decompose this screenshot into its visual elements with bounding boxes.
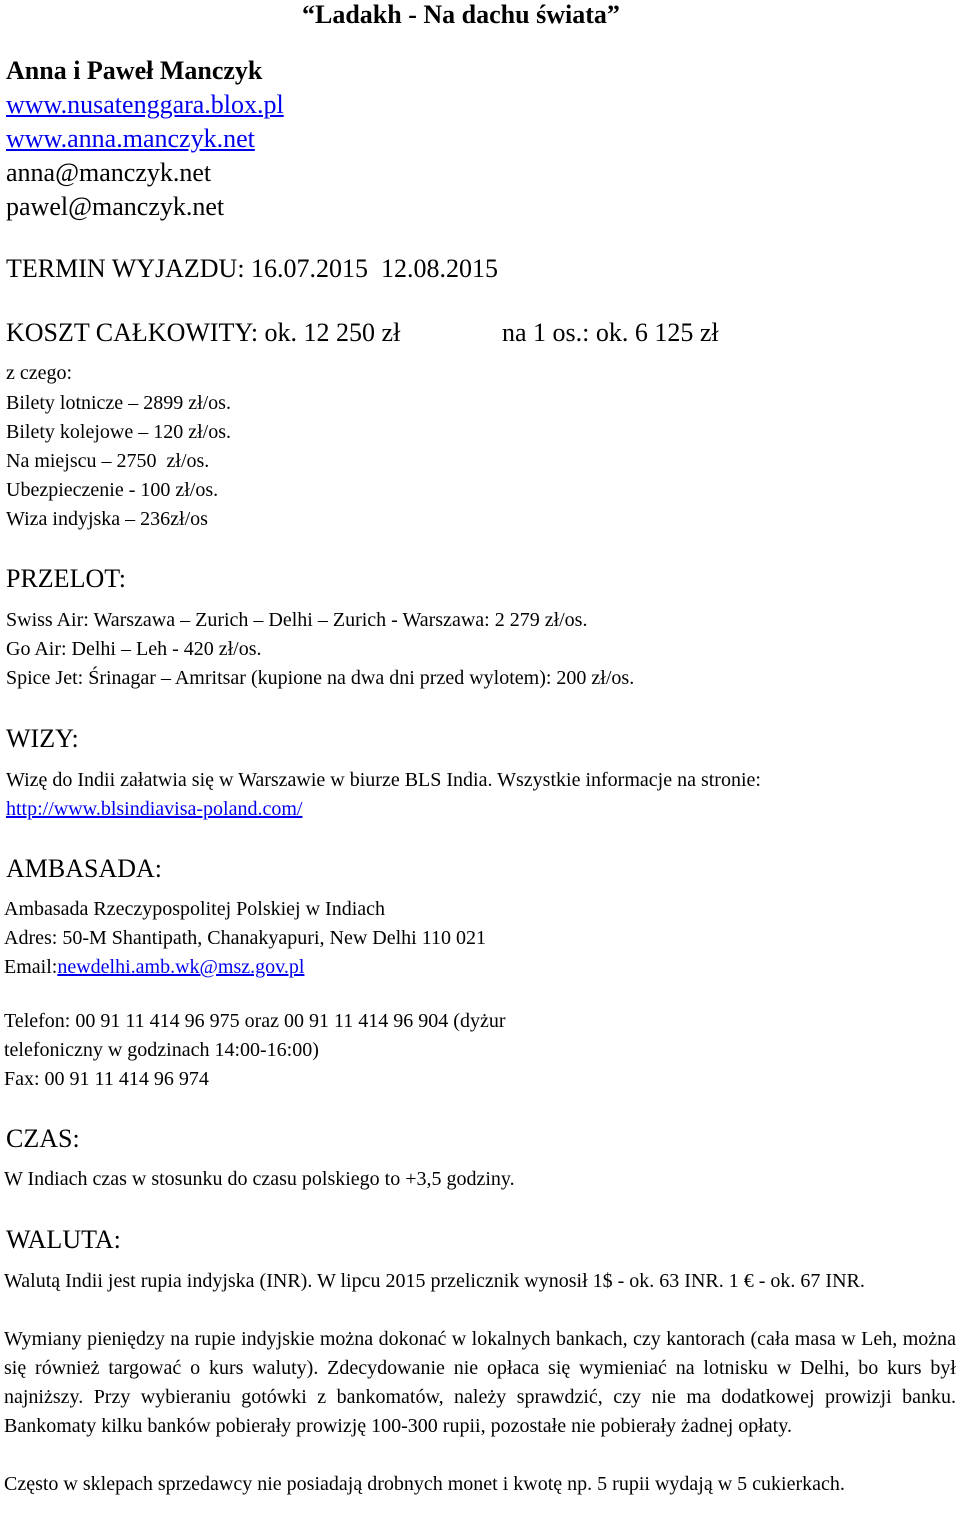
breakdown-label: z czego: [6,362,73,384]
czas-heading: CZAS: [6,1124,80,1153]
waluta-paragraph-rate: Walutą Indii jest rupia indyjska (INR). W lipcu 2015 przelicznik wynosił 1$ - ok. 63 INR. 1 € - ok. 67 INR. [4,1270,865,1292]
flight-line: Go Air: Delhi – Leh - 420 zł/os. [6,638,262,660]
koszt-per-person: na 1 os.: ok. 6 125 zł [502,318,719,347]
ambasada-phone-hours: telefoniczny w godzinach 14:00-16:00) [4,1039,319,1061]
waluta-paragraph-change: Często w sklepach sprzedawcy nie posiadają drobnych monet i kwotę np. 5 rupii wydają w 5 cukierkach. [4,1473,845,1495]
czas-text: W Indiach czas w stosunku do czasu polskiego to +3,5 godziny. [4,1168,515,1190]
przelot-heading: PRZELOT: [6,564,127,593]
koszt-calkowity: KOSZT CAŁKOWITY: ok. 12 250 zł [6,318,401,347]
wizy-text: Wizę do Indii załatwia się w Warszawie w biurze BLS India. Wszystkie informacje na stronie: [6,769,761,791]
waluta-heading: WALUTA: [6,1225,121,1254]
blog-link[interactable]: www.nusatenggara.blox.pl [6,90,284,119]
ambasada-phone: Telefon: 00 91 11 414 96 975 oraz 00 91 11 414 96 904 (dyżur [4,1010,506,1032]
website-link[interactable]: www.anna.manczyk.net [6,124,255,153]
ambasada-email-line [4,954,304,980]
ambasada-heading: AMBASADA: [6,854,163,883]
wizy-heading: WIZY: [6,724,79,753]
flight-line: Swiss Air: Warszawa – Zurich – Delhi – Zurich - Warszawa: 2 279 zł/os. [6,609,588,631]
authors-name: Anna i Paweł Manczyk [6,56,263,85]
flight-line: Spice Jet: Śrinagar – Amritsar (kupione na dwa dni przed wylotem): 200 zł/os. [6,667,635,689]
breakdown-item: Bilety kolejowe – 120 zł/os. [6,421,231,443]
breakdown-item: Wiza indyjska – 236zł/os [6,508,208,530]
waluta-paragraph-exchange: Wymiany pieniędzy na rupie indyjskie można dokonać w lokalnych bankach, czy kantorach (cała masa w Leh, można się również targować o kurs waluty). Zdecydowanie nie opłaca się wymieniać na lotnisku w Delhi, bo kurs był najniższy. Przy wybieraniu gotówki z bankomatów, należy sprawdzić, czy nie ma dodatkowej prowizji banku. Bankomaty kilku banków pobierały prowizję 100-300 rupii, pozostałe nie pobierały żadnej opłaty. [4,1328,956,1437]
ambasada-address: Adres: 50-M Shantipath, Chanakyapuri, New Delhi 110 021 [4,927,486,949]
ambasada-fax: Fax: 00 91 11 414 96 974 [4,1068,209,1090]
ambasada-name: Ambasada Rzeczypospolitej Polskiej w Indiach [4,898,386,920]
email-anna: anna@manczyk.net [6,158,212,187]
breakdown-item: Ubezpieczenie - 100 zł/os. [6,479,219,501]
embassy-email-link[interactable]: newdelhi.amb.wk@msz.gov.pl [57,956,305,978]
email-label: Email: [4,956,58,978]
breakdown-item: Na miejscu – 2750 zł/os. [6,450,210,472]
bls-visa-link[interactable]: http://www.blsindiavisa-poland.com/ [6,798,303,820]
breakdown-item: Bilety lotnicze – 2899 zł/os. [6,392,231,414]
page-title: “Ladakh - Na dachu świata” [302,0,620,29]
email-pawel: pawel@manczyk.net [6,192,225,221]
termin-wyjazdu: TERMIN WYJAZDU: 16.07.2015 12.08.2015 [6,254,499,283]
